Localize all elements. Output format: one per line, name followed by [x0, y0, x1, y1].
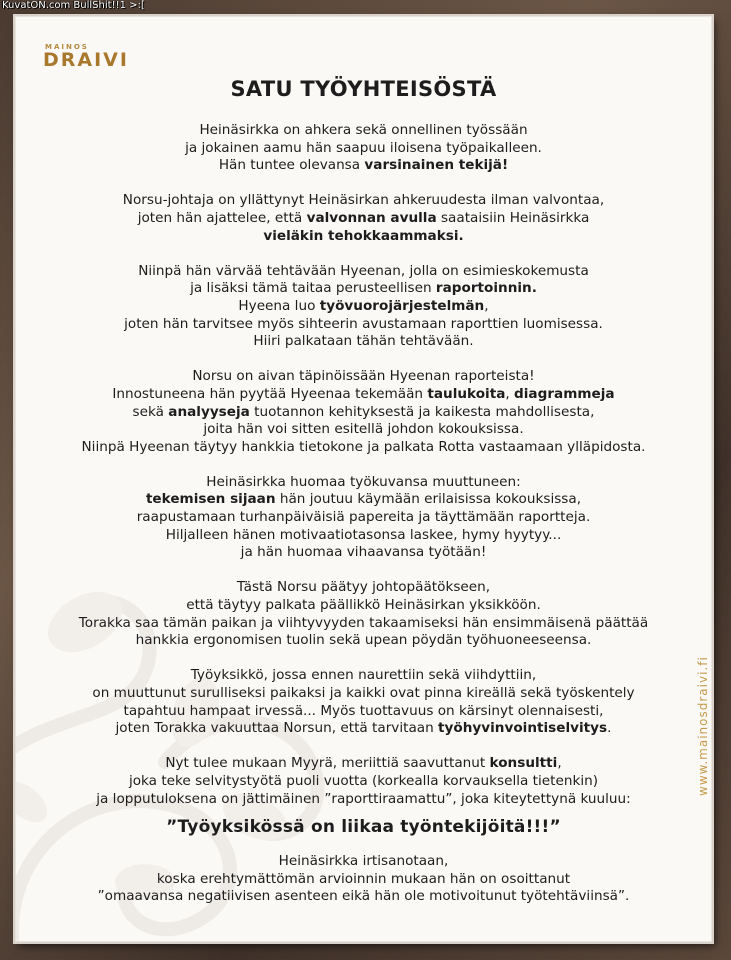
text-segment: hän joutuu käymään erilaisissa kokouksissa, — [275, 491, 582, 508]
text-line: ”omaavansa negatiivisen asenteen eikä hän ole motivoitunut työtehtäviinsä”. — [97, 888, 630, 905]
story-content — [15, 76, 712, 924]
text-line: ja jokainen aamu hän saapuu iloisena työpaikalleen. — [185, 139, 542, 156]
text-line — [15, 720, 712, 738]
paragraph-5 — [15, 474, 712, 562]
paragraph-4 — [15, 368, 712, 456]
text-line: Heinäsirkka on ahkera sekä onnellinen työssään — [199, 122, 528, 138]
text-segment: saataisiin Heinäsirkka — [436, 209, 590, 226]
text-line: raapustamaan turhanpäiväisiä papereita ja täyttämään raportteja. — [136, 509, 591, 526]
text-line: Tästä Norsu päätyy johtopäätökseen, — [236, 579, 491, 596]
bold-segment: taulukoita — [427, 385, 506, 402]
text-line — [15, 157, 712, 175]
text-line: ja hän huomaa vihaavansa työtään! — [240, 544, 487, 561]
text-line: Heinäsirkka huomaa työkuvansa muuttuneen: — [206, 473, 521, 490]
paragraph-1 — [15, 122, 712, 175]
text-line — [15, 491, 712, 509]
text-segment: , — [484, 297, 489, 314]
bold-segment: valvonnan avulla — [306, 209, 437, 226]
bold-segment: konsultti — [489, 755, 558, 772]
site-watermark: KuvatON.com BullShit!!1 >:[ — [2, 0, 145, 11]
page-title: SATU TYÖYHTEISÖSTÄ — [230, 77, 497, 101]
text-line: on muuttunut surulliseksi paikaksi ja kaikki ovat pinna kireällä sekä työskentely — [92, 685, 635, 701]
text-line: joka teke selvitystyötä puoli vuotta (korkealla korvauksella tietenkin) — [128, 772, 599, 789]
side-url: www.mainosdraivi.fi — [696, 656, 710, 796]
paragraph-3 — [15, 263, 712, 351]
paragraph-7 — [15, 667, 712, 737]
text-segment: sekä — [132, 403, 169, 420]
bold-segment: raportoinnin. — [435, 280, 537, 297]
text-line — [15, 404, 712, 422]
text-line: hankkia ergonomisen tuolin sekä upean pöydän työhuoneeseensa. — [135, 632, 592, 649]
bold-segment: varsinainen tekijä! — [364, 157, 509, 174]
paragraph-6 — [15, 579, 712, 649]
text-line: joita hän voi sitten esitellä johdon kokouksissa. — [203, 421, 524, 438]
text-segment: joten hän ajattelee, että — [137, 209, 307, 226]
text-segment: joten Torakka vakuuttaa Norsun, että tarvitaan — [115, 720, 439, 737]
logo-small-text: MAINOS — [45, 43, 89, 51]
text-line — [15, 210, 712, 228]
text-line: Hiiri palkataan tähän tehtävään. — [253, 333, 474, 350]
paragraph-8 — [15, 755, 712, 808]
text-line: joten hän tarvitsee myös sihteerin avustamaan raporttien luomisessa. — [124, 315, 603, 332]
text-line: ja lopputuloksena on jättimäinen ”raporttiraamattu”, joka kiteytettynä kuuluu: — [96, 790, 631, 807]
paragraph-9 — [15, 853, 712, 906]
poster-paper — [15, 16, 712, 942]
text-line: Niinpä hän värvää tehtävään Hyeenan, jolla on esimieskokemusta — [138, 262, 589, 279]
text-segment: . — [607, 720, 612, 737]
paragraph-2 — [15, 192, 712, 245]
text-line: Niinpä Hyeenan täytyy hankkia tietokone ja palkata Rotta vastaamaan ylläpidosta. — [81, 438, 646, 455]
bold-segment: työhyvinvointiselvitys — [438, 720, 608, 737]
text-line: Norsu-johtaja on yllättynyt Heinäsirkan ahkeruudesta ilman valvontaa, — [122, 192, 605, 209]
bold-segment: työvuorojärjestelmän — [319, 297, 485, 314]
text-segment: Hän tuntee olevansa — [218, 157, 365, 174]
bold-segment: analyyseja — [168, 403, 250, 420]
text-line — [15, 386, 712, 404]
text-line: tapahtuu hampaat irvessä... Myös tuottavuus on kärsinyt olennaisesti, — [123, 702, 604, 719]
text-line — [15, 228, 712, 246]
text-line: Norsu on aivan täpinöissään Hyeenan raporteista! — [192, 368, 535, 385]
text-line: Heinäsirkka irtisanotaan, — [278, 853, 449, 870]
text-segment: , — [557, 755, 562, 772]
text-segment: , — [505, 385, 515, 402]
text-segment: Hyeena luo — [238, 297, 320, 314]
text-line — [15, 280, 712, 298]
text-line — [15, 298, 712, 316]
text-line: koska erehtymättömän arvioinnin mukaan hän on osoittanut — [156, 870, 571, 887]
text-segment: ja lisäksi tämä taitaa perusteellisen — [190, 280, 436, 297]
text-line: että täytyy palkata päällikkö Heinäsirkan yksikköön. — [186, 597, 541, 614]
text-segment: Nyt tulee mukaan Myyrä, meriittiä saavuttanut — [165, 755, 490, 772]
consultant-conclusion-quote: ”Työyksikössä on liikaa työntekijöitä!!!” — [166, 817, 561, 838]
logo-big-text: DRAIVI — [43, 49, 129, 71]
text-line: Työyksikkö, jossa ennen naurettiin sekä viihdyttiin, — [190, 667, 537, 684]
text-line: Torakka saa tämän paikan ja viihtyvyyden takaamiseksi hän ensimmäisenä päättää — [78, 614, 649, 631]
text-line — [15, 755, 712, 773]
bold-segment: vieläkin tehokkaammaksi. — [263, 227, 464, 244]
text-segment: Innostuneena hän pyytää Hyeenaa tekemään — [112, 385, 428, 402]
bold-segment: tekemisen sijaan — [145, 491, 276, 508]
bold-segment: diagrammeja — [514, 385, 615, 402]
text-segment: tuotannon kehityksestä ja kaikesta mahdollisesta, — [249, 403, 595, 420]
text-line: Hiljalleen hänen motivaatiotasonsa laskee, hymy hyytyy... — [165, 526, 562, 543]
